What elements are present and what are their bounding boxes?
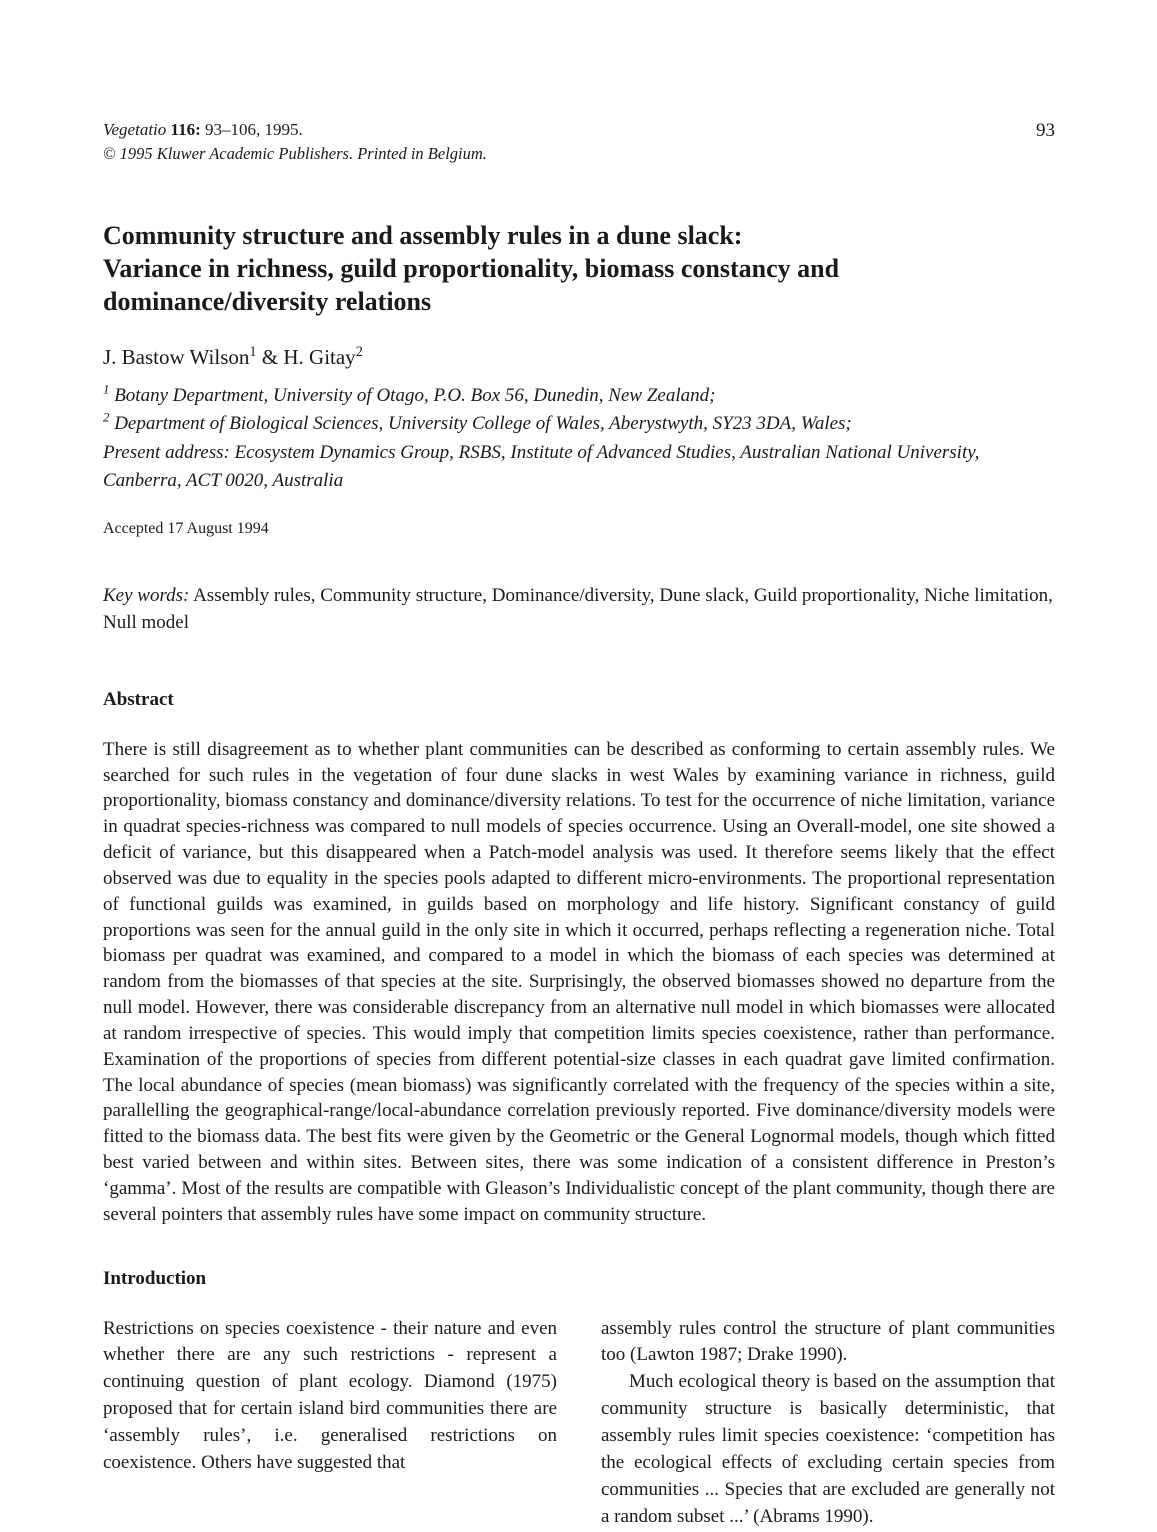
introduction-columns [103,1316,1055,1532]
affiliation-1 [103,382,1055,411]
introduction-column-left [103,1316,557,1532]
affiliation-3: Present address: Ecosystem Dynamics Group, RSBS, Institute of Advanced Studies, Australian National University, Canberra, ACT 0020, Australia [103,441,980,492]
page-number: 93 [1036,120,1055,141]
authors-line [103,345,1055,370]
intro-right-paragraph-2: Much ecological theory is based on the assumption that community structure is basically deterministic, that assembly rules limit species coexistence: ‘competition has the ecological effects of excluding certain species from communities ... Species that are excluded are generally not a random subset ...’ (Abrams 1990). [601,1371,1055,1528]
abstract-body: There is still disagreement as to whether plant communities can be described as conforming to certain assembly rules. We searched for such rules in the vegetation of four dune slacks in west Wales by examining variance in richness, guild proportionality, biomass constancy and dominance/diversity relations. To test for the occurrence of niche limitation, variance in quadrat species-richness was compared to null models of species occurrence. Using an Overall-model, one site showed a deficit of variance, but this disappeared when a Patch-model analysis was used. It therefore seems likely that the effect observed was due to equality in the species pools adapted to different micro-environments. The proportional representation of functional guilds was examined, in guilds based on morphology and life history. Significant constancy of guild proportions was seen for the annual guild in the only site in which it occurred, perhaps reflecting a regeneration niche. Total biomass per quadrat was examined, and compared to a model in which the biomass of each species was determined at random from the biomasses of that species at the site. Surprisingly, the observed biomasses showed no departure from the null model. However, there was considerable discrepancy from an alternative null model in which biomasses were allocated at random irrespective of species. This would imply that competition limits species coexistence, rather than performance. Examination of the proportions of species from different potential-size classes in each quadrat gave limited confirmation. The local abundance of species (mean biomass) was significantly correlated with the frequency of the species within a site, parallelling the geographical-range/local-abundance correlation previously reported. Five dominance/diversity models were fitted to the biomass data. The best fits were given by the Geometric or the General Lognormal models, though which fitted best varied between and within sites. Between sites, there was some indication of a consistent difference in Preston’s ‘gamma’. Most of the results are compatible with Gleason’s Individualistic concept of the plant community, though there are several pointers that assembly rules have some impact on community structure. [103,738,1055,1225]
title-line-2: Variance in richness, guild proportionality, biomass constancy and [103,254,840,284]
intro-left-paragraph: Restrictions on species coexistence - their nature and even whether there are any such restrictions - represent a continuing question of plant ecology. Diamond (1975) proposed that for certain island bird communities there are ‘assembly rules’, i.e. generalised restrictions on coexistence. Others have suggested that [103,1317,557,1474]
keywords-label: Key words: [103,584,190,606]
accepted-date: Accepted 17 August 1994 [103,519,269,537]
article-title [103,219,1055,319]
introduction-column-right [601,1316,1055,1532]
journal-volume: 116: [170,120,201,139]
author-1-affiliation-marker: 1 [249,343,257,360]
intro-right-paragraph-1: assembly rules control the structure of plant communities too (Lawton 1987; Drake 1990). [601,1317,1055,1366]
journal-pages: 93–106, 1995. [205,120,303,139]
title-line-3: dominance/diversity relations [103,287,432,317]
journal-citation [103,118,487,165]
abstract-heading: Abstract [103,688,174,710]
keywords-block [103,582,1055,637]
author-separator: & [256,344,284,369]
author-2-affiliation-marker: 2 [355,343,363,360]
keywords-text: Assembly rules, Community structure, Dominance/diversity, Dune slack, Guild proportionality, Niche limitation, Null model [103,584,1053,634]
affiliation-1-text: Botany Department, University of Otago, P.O. Box 56, Dunedin, New Zealand; [109,384,716,406]
affiliation-2 [103,410,1055,439]
author-1: J. Bastow Wilson [103,344,250,369]
title-line-1: Community structure and assembly rules in a dune slack: [103,220,743,250]
affiliations-block [103,382,1055,496]
affiliation-2-marker: 2 [103,409,110,425]
introduction-heading: Introduction [103,1267,207,1289]
affiliation-1-marker: 1 [103,381,110,397]
journal-header [103,118,1055,165]
copyright-line: © 1995 Kluwer Academic Publishers. Printed in Belgium. [103,143,487,163]
citation-line [103,118,487,142]
journal-name: Vegetatio [103,120,167,139]
author-2: H. Gitay [283,344,356,369]
affiliation-2-text: Department of Biological Sciences, University College of Wales, Aberystwyth, SY23 3DA, Wales; [109,413,852,435]
